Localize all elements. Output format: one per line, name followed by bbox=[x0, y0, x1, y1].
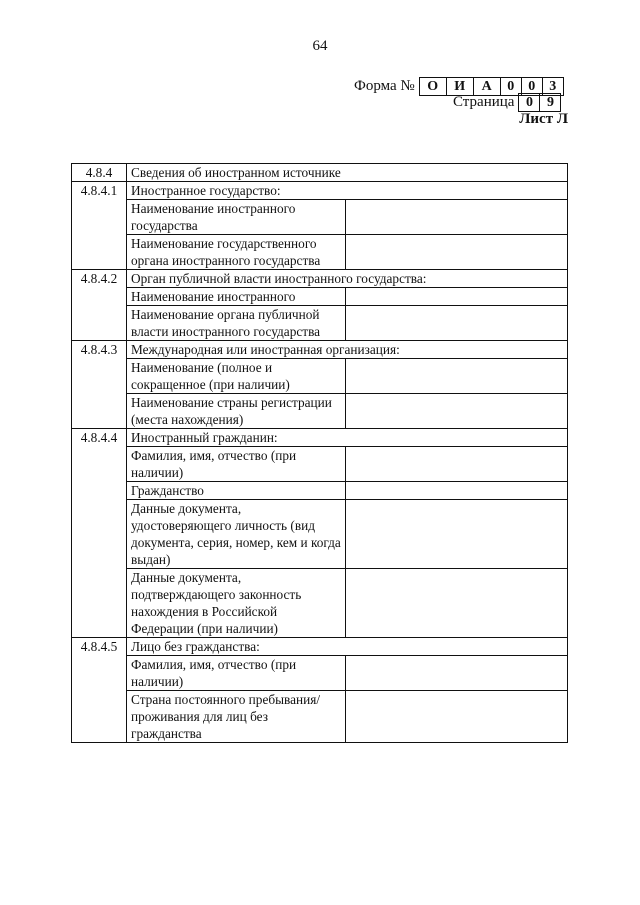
field-row bbox=[72, 500, 568, 569]
field-value[interactable] bbox=[346, 569, 568, 638]
field-value[interactable] bbox=[346, 656, 568, 691]
field-value[interactable] bbox=[346, 691, 568, 743]
field-label: Наименование страны регистрации (места нахождения) bbox=[127, 394, 346, 429]
field-value[interactable] bbox=[346, 447, 568, 482]
section-title: Иностранный гражданин: bbox=[127, 429, 568, 447]
form-code-char: 0 bbox=[521, 78, 542, 95]
field-value[interactable] bbox=[346, 359, 568, 394]
field-row bbox=[72, 235, 568, 270]
field-label: Данные документа, удостоверяющего личность (вид документа, серия, номер, кем и когда выдан) bbox=[127, 500, 346, 569]
field-row bbox=[72, 288, 568, 306]
section-number: 4.8.4.5 bbox=[72, 638, 127, 743]
field-label: Наименование иностранного bbox=[127, 288, 346, 306]
form-code-char: О bbox=[427, 79, 439, 94]
field-row bbox=[72, 200, 568, 235]
table-header-row bbox=[72, 164, 568, 182]
section-number: 4.8.4.3 bbox=[72, 341, 127, 429]
field-label: Страна постоянного пребывания/проживания для лиц без гражданства bbox=[127, 691, 346, 743]
field-value[interactable] bbox=[346, 235, 568, 270]
page-number: 64 bbox=[312, 38, 328, 54]
form-number-label: Форма № bbox=[354, 78, 415, 94]
field-value[interactable] bbox=[346, 482, 568, 500]
field-value[interactable] bbox=[346, 500, 568, 569]
page-label: Страница bbox=[453, 94, 515, 110]
field-row bbox=[72, 394, 568, 429]
field-row bbox=[72, 691, 568, 743]
page-digit: 0 bbox=[525, 95, 533, 110]
field-label: Гражданство bbox=[127, 482, 346, 500]
field-label: Фамилия, имя, отчество (при наличии) bbox=[127, 656, 346, 691]
field-value[interactable] bbox=[346, 306, 568, 341]
form-code-char: 0 bbox=[500, 78, 521, 95]
field-row bbox=[72, 569, 568, 638]
field-label: Наименование государственного органа иностранного государства bbox=[127, 235, 346, 270]
page-digit: 9 bbox=[539, 94, 560, 111]
field-label: Наименование иностранного государства bbox=[127, 200, 346, 235]
field-value[interactable] bbox=[346, 200, 568, 235]
field-label: Наименование (полное и сокращенное (при наличии) bbox=[127, 359, 346, 394]
section-number: 4.8.4 bbox=[72, 164, 127, 182]
section-title: Международная или иностранная организация: bbox=[127, 341, 568, 359]
field-label: Наименование органа публичной власти иностранного государства bbox=[127, 306, 346, 341]
section-header-row bbox=[72, 341, 568, 359]
field-label: Фамилия, имя, отчество (при наличии) bbox=[127, 447, 346, 482]
section-header-row bbox=[72, 638, 568, 656]
form-code-char: И bbox=[446, 78, 473, 95]
field-value[interactable] bbox=[346, 394, 568, 429]
form-code-char: 3 bbox=[542, 78, 563, 95]
section-number: 4.8.4.1 bbox=[72, 182, 127, 270]
section-header-row bbox=[72, 182, 568, 200]
section-title: Иностранное государство: bbox=[127, 182, 568, 200]
field-value[interactable] bbox=[346, 288, 568, 306]
section-header-row bbox=[72, 270, 568, 288]
field-row bbox=[72, 447, 568, 482]
section-title: Орган публичной власти иностранного государства: bbox=[127, 270, 568, 288]
page-digit-boxes bbox=[518, 93, 561, 112]
section-header-row bbox=[72, 429, 568, 447]
field-row bbox=[72, 306, 568, 341]
section-title: Сведения об иностранном источнике bbox=[127, 164, 568, 182]
field-row bbox=[72, 482, 568, 500]
section-number: 4.8.4.4 bbox=[72, 429, 127, 638]
field-label: Данные документа, подтверждающего законность нахождения в Российской Федерации (при наличии) bbox=[127, 569, 346, 638]
sheet-label: Лист Л bbox=[519, 111, 568, 127]
section-title: Лицо без гражданства: bbox=[127, 638, 568, 656]
form-code-char: А bbox=[473, 78, 500, 95]
page-line bbox=[453, 93, 561, 112]
field-row bbox=[72, 359, 568, 394]
field-row bbox=[72, 656, 568, 691]
foreign-source-table bbox=[71, 163, 568, 743]
section-number: 4.8.4.2 bbox=[72, 270, 127, 341]
